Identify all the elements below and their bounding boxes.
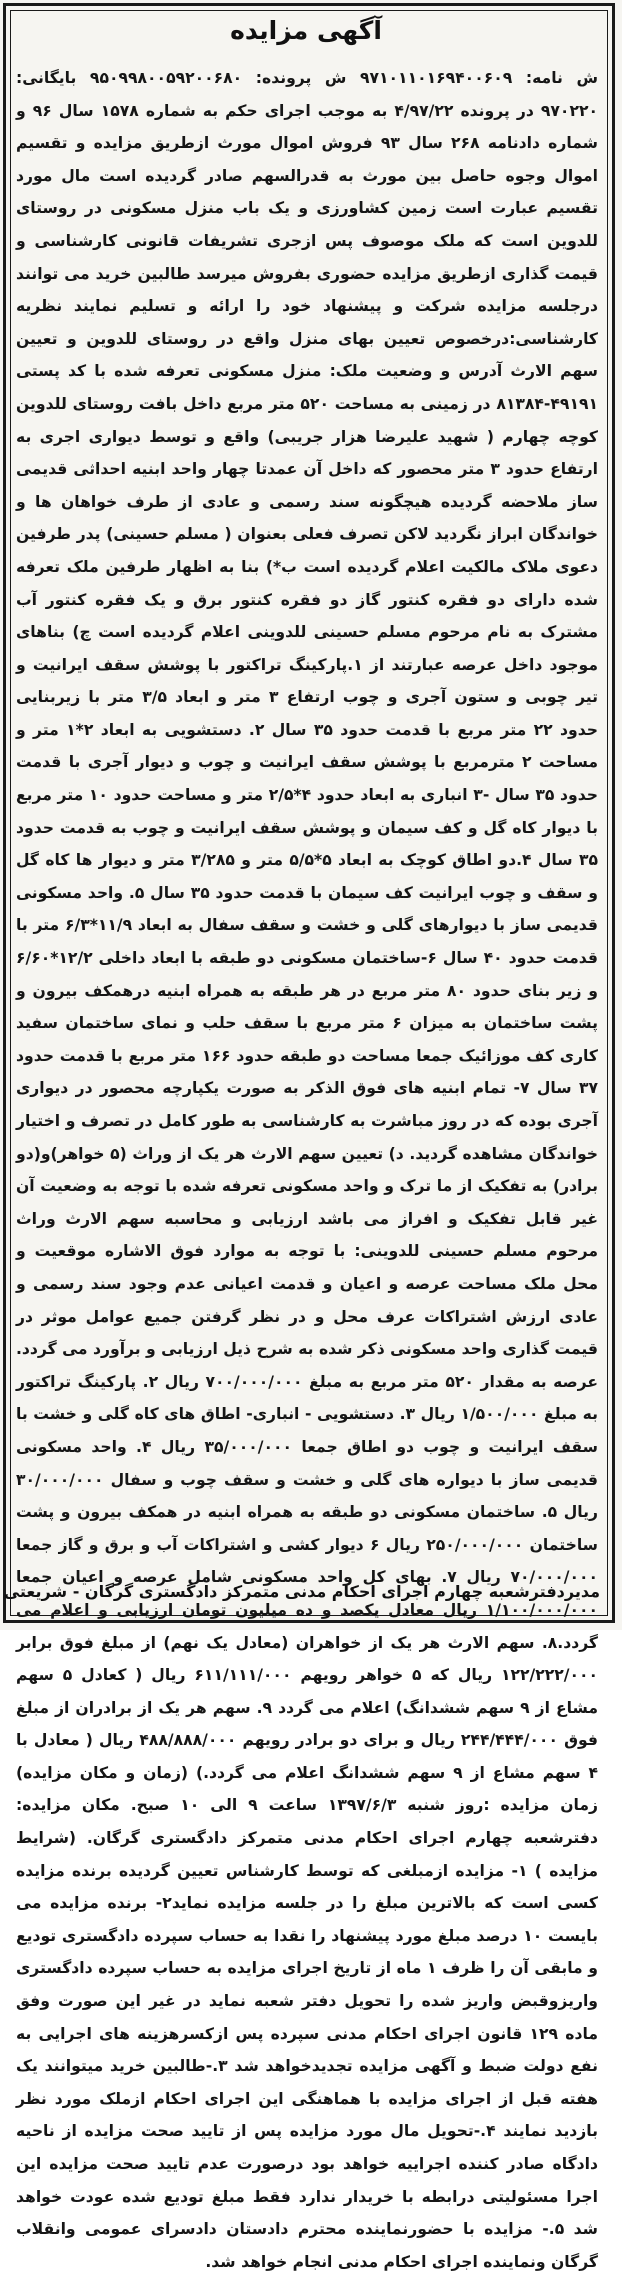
- notice-body: ش نامه: ۹۷۱۰۱۱۰۱۶۹۴۰۰۶۰۹ ش پرونده: ۹۵۰۹۹۸۰۰۵۹۲۰۰۶۸۰ بایگانی: ۹۷۰۲۲۰ در پرونده ۴/۹۷/۲۲ به موجب اجرای حکم به شماره ۱۵۷۸ سال ۹۶ و شماره دادنامه ۲۶۸ سال ۹۳ فروش اموال مورث ازطریق مزایده و تقسیم اموال وجوه حاصل بین مورث به قدرالسهم صادر گردیده است مال مورد تقسیم عبارت است زمین کشاورزی و یک باب منزل مسکونی در روستای للدوین است که ملک موصوف پس ازجری تشریفات قانونی کارشناسی و قیمت گذاری ازطریق مزایده حضوری بفروش میرسد طالبین خرید می توانند درجلسه مزایده شرکت و پیشنهاد خود را ارائه و تسلیم نمایند نظریه کارشناسی:درخصوص تعیین بهای منزل واقع در روستای للدوین و تعیین سهم الارث آدرس و وضعیت ملک: منزل مسکونی تعرفه شده با کد پستی ۴۹۱۹۱-۸۱۳۸۴ در زمینی به مساحت ۵۲۰ متر مربع داخل بافت روستای للدوین کوچه چهارم ( شهید علیرضا هزار جریبی) واقع و توسط دیواری اجری به ارتفاع حدود ۳ متر محصور که داخل آن عمدتا چهار واحد ابنیه احداثی قدیمی ساز ملاحضه گردیده هیچگونه سند رسمی و عادی از طرف خواهان ها و خواندگان ابراز نگردید لاکن تصرف فعلی بعنوان ( مسلم حسینی) پدر طرفین دعوی ملاک مالکیت اعلام گردیده است ب*) بنا به اظهار طرفین ملک تعرفه شده دارای دو فقره کنتور گاز دو فقره کنتور برق و یک فقره کنتور آب مشترک به نام مرحوم مسلم حسینی للدوینی اعلام گردیده است چ) بناهای موجود داخل عرصه عبارتند از ۱.پارکینگ تراکتور با پوشش سقف ایرانیت و تیر چوبی و ستون آجری و چوب ارتفاع ۳ متر و ابعاد ۳/۵ متر با زیربنایی حدود ۲۲ متر مربع با قدمت حدود ۳۵ سال ۲. دستشویی به ابعاد ۲*۱ متر و مساحت ۲ مترمربع با پوشش سقف ایرانیت و چوب و دیوار آجری با قدمت حدود ۳۵ سال -۳ انباری به ابعاد حدود ۴*۲/۵ متر و مساحت حدود ۱۰ متر مربع با دیوار کاه گل و کف سیمان و پوشش سقف ایرانیت و چوب به قدمت حدود ۳۵ سال ۴.دو اطاق کوچک به ابعاد ۵*۵/۵ متر و ۳/۲۸۵ متر و دیوار ها کاه گل و سقف و چوب ایرانیت کف سیمان با قدمت حدود ۳۵ سال ۵. واحد مسکونی قدیمی ساز با دیوارهای گلی و خشت و سقف سفال به ابعاد ۱۱/۹*۶/۳ متر با قدمت حدود ۴۰ سال ۶-ساختمان مسکونی دو طبقه با ابعاد داخلی ۱۲/۲*۶/۶۰ و زیر بنای حدود ۸۰ متر مربع در هر طبقه به همراه ابنیه درهمکف بیرون و پشت ساختمان به میزان ۶ متر مربع با سقف حلب و نمای ساختمان سفید کاری کف موزائیک جمعا مساحت دو طبقه حدود ۱۶۶ متر مربع با قدمت حدود ۳۷ سال ۷- تمام ابنیه های فوق الذکر به صورت یکپارچه محصور در دیواری آجری بوده که در روز مباشرت به کارشناسی به طور کامل در تصرف و اختیار خواندگان مشاهده گردید. د) تعیین سهم الارث هر یک از وراث (۵ خواهر)و(دو برادر) به تفکیک از ما ترک و واحد مسکونی تعرفه شده با توجه به وضعیت آن غیر قابل تفکیک و افراز می باشد ارزیابی و محاسبه سهم الارث وراث مرحوم مسلم حسینی للدوینی: با توجه به موارد فوق الاشاره موقعیت و محل ملک مساحت عرصه و اعیان و قدمت اعیانی عدم وجود سند رسمی و عادی ارزش اشتراکات عرف محل و در نظر گرفتن جمیع عوامل موثر در قیمت گذاری واحد مسکونی ذکر شده به شرح ذیل ارزیابی و برآورد می گردد. عرصه به مقدار ۵۲۰ متر مربع به مبلغ ۷۰۰/۰۰۰/۰۰۰ ریال ۲. پارکینگ تراکتور به مبلغ ۱/۵۰۰/۰۰۰ ریال ۳. دستشویی - انباری- اطاق های کاه گلی و خشت با سقف ایرانیت و چوب دو اطاق جمعا ۳۵/۰۰۰/۰۰۰ ریال ۴. واحد مسکونی قدیمی ساز با دیواره های گلی و خشت و سقف چوب و سفال ۳۰/۰۰۰/۰۰۰ ریال ۵. ساختمان مسکونی دو طبقه به همراه ابنیه در همکف بیرون و پشت ساختمان ۲۵۰/۰۰۰/۰۰۰ ریال ۶ دیوار کشی و اشتراکات آب و برق و گاز جمعا ۷۰/۰۰۰/۰۰۰ ریال ۷. بهای کل واحد مسکونی شامل عرصه و اعیان جمعا ۱/۱۰۰/۰۰۰/۰۰۰ ریال معادل یکصد و ده میلیون تومان ارزیابی و اعلام می گردد.۸. سهم الارث هر یک از خواهران (معادل یک نهم) از مبلغ فوق برابر ۱۲۲/۲۲۲/۰۰۰ ریال که ۵ خواهر رویهم ۶۱۱/۱۱۱/۰۰۰ ریال ( کعادل ۵ سهم مشاع از ۹ سهم ششدانگ) اعلام می گردد ۹. سهم هر یک از برادران از مبلغ فوق ۲۴۴/۴۴۴/۰۰۰ ریال و برای دو برادر رویهم ۴۸۸/۸۸۸/۰۰۰ ریال ( معادل با ۴ سهم مشاع از ۹ سهم ششدانگ اعلام می گردد.) (زمان و مکان مزایده) زمان مزایده :روز شنبه ۱۳۹۷/۶/۳ ساعت ۹ الی ۱۰ صبح. مکان مزایده: دفترشعبه چهارم اجرای احکام مدنی متمرکز دادگستری گرگان. (شرایط مزایده ) ۱- مزایده ازمبلغی که توسط کارشناس تعیین گردیده برنده مزایده کسی است که بالاترین مبلغ را در جلسه مزایده نماید۲- برنده مزایده می بایست ۱۰ درصد مبلغ مورد پیشنهاد را نقدا به حساب سپرده دادگستری تودیع و مابقی آن را ظرف ۱ ماه از تاریخ اجرای مزایده به حساب سپرده دادگستری واریزوقبض واریز شده را تحویل دفتر شعبه نماید در غیر این صورت وفق ماده ۱۲۹ قانون اجرای احکام مدنی سپرده پس ازکسرهزینه های اجرایی به نفع دولت ضبط و آگهی مزایده تجدیدخواهد شد ۳.-طالبین خرید میتوانند یک هفته قبل از اجرای مزایده با هماهنگی این اجرای احکام ازملک مورد نظر بازدید نمایند ۴.-تحویل مال مورد مزایده پس از تایید صحت مزایده از ناحیه دادگاه صادر کننده اجراییه خواهد بود درصورت عدم تایید صحت مزایده این اجرا مسئولیتی درابطه با خریدار ندارد فقط مبلغ تودیع شده عودت خواهد شد ۵.- مزایده با حضورنماینده محترم دادستان دادسرای عمومی وانقلاب گرگان ونماینده اجرای احکام مدنی انجام خواهد شد.: [16, 69, 599, 2271]
- notice-title: آگهی مزایده: [230, 16, 382, 45]
- notice-signature: مدیردفترشعبه چهارم اجرای احکام مدنی متمرکز دادگستری گرگان - شریعتی: [3, 1582, 600, 1601]
